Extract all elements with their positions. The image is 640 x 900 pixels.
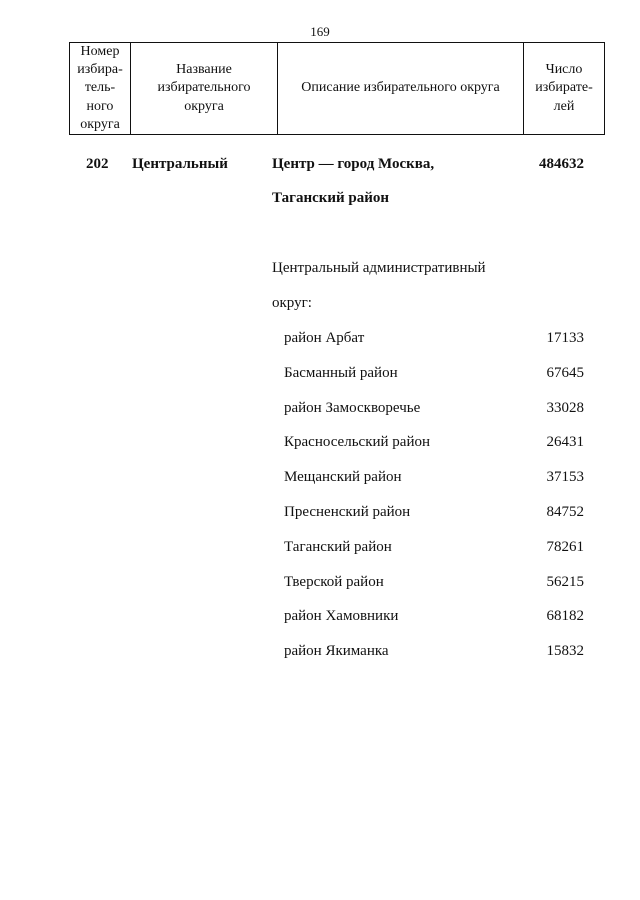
- subdistrict-voters: 68182: [546, 608, 584, 625]
- subdistrict-name: Тверской район: [284, 573, 384, 590]
- district-description-line2: Таганский район: [272, 190, 390, 206]
- table-header: [69, 42, 605, 135]
- district-name: Центральный: [132, 156, 228, 172]
- subdistrict-name: район Якиманка: [284, 643, 389, 660]
- subdistrict-voters: 33028: [546, 399, 584, 416]
- subdistrict-name: Красносельский район: [284, 434, 431, 451]
- district-number: 202: [86, 156, 109, 172]
- subdistrict-voters: 84752: [546, 503, 584, 520]
- subdistrict-name: район Хамовники: [284, 608, 399, 625]
- admin-okrug-line1: Центральный административный: [272, 260, 486, 276]
- subdistrict-name: Басманный район: [284, 364, 398, 381]
- subdistrict-voters: 78261: [546, 538, 584, 555]
- subdistrict-voters: 67645: [546, 364, 584, 381]
- subdistrict-name: Пресненский район: [284, 503, 411, 520]
- header-district-number: Номер избира- тель- ного округа: [70, 43, 131, 135]
- list-item: [0, 539, 640, 574]
- list-item: [0, 434, 640, 469]
- list-item: [0, 574, 640, 609]
- page-number: 169: [310, 24, 330, 39]
- subdistrict-name: Мещанский район: [284, 469, 402, 486]
- admin-okrug-line2: округ:: [272, 295, 312, 311]
- subdistrict-name: Таганский район: [284, 538, 392, 555]
- subdistrict-name: район Арбат: [284, 330, 365, 346]
- list-item: [0, 365, 640, 400]
- list-item: [0, 608, 640, 643]
- subdistrict-voters: 17133: [546, 330, 584, 346]
- subdistrict-voters: 56215: [546, 573, 584, 590]
- header-district-name: Название избирательного округа: [131, 43, 278, 135]
- district-total-voters: 484632: [539, 156, 584, 172]
- subdistrict-name: район Замоскворечье: [284, 399, 421, 416]
- header-district-description: Описание избирательного округа: [278, 43, 524, 135]
- list-item: [0, 504, 640, 539]
- list-item: [0, 400, 640, 435]
- list-item: [0, 330, 640, 365]
- subdistrict-voters: 37153: [546, 469, 584, 486]
- district-description-line1: Центр — город Москва,: [272, 156, 435, 172]
- subdistrict-voters: 26431: [546, 434, 584, 451]
- list-item: [0, 643, 640, 678]
- header-voter-count: Число избирате-лей: [524, 43, 605, 135]
- list-item: [0, 469, 640, 504]
- subdistrict-list: [0, 330, 640, 678]
- subdistrict-voters: 15832: [546, 643, 584, 660]
